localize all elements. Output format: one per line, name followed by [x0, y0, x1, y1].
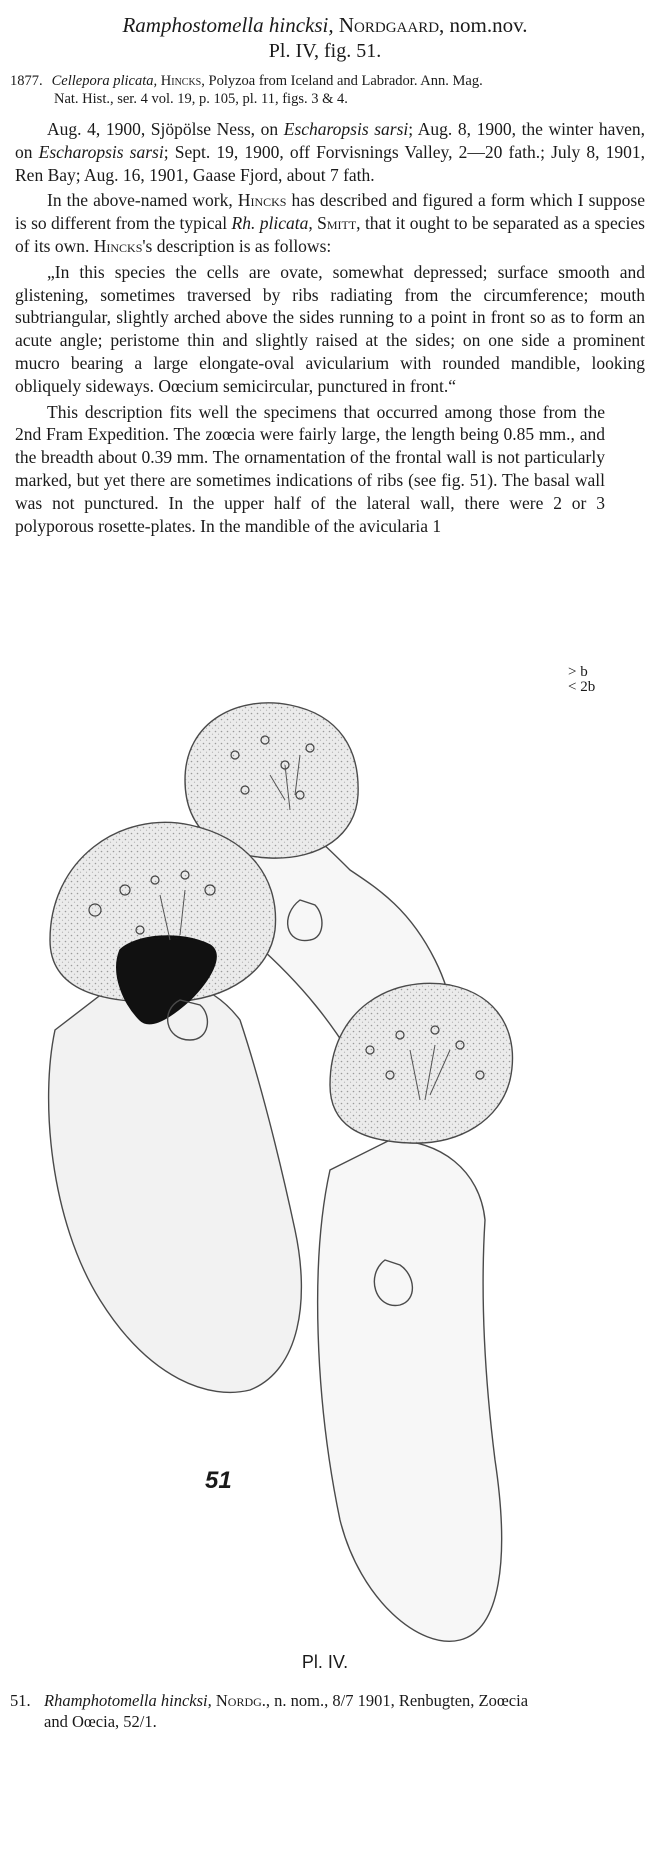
ratio-bottom: < 2b: [568, 679, 596, 695]
synonym-author: Hincks,: [160, 73, 205, 89]
plate-label: Pl. IV.: [301, 1652, 349, 1672]
caption-author: Nordg.,: [215, 1691, 271, 1710]
localities-paragraph: [15, 118, 645, 186]
p2-smitt: Smitt,: [312, 213, 361, 234]
caption-species: Rhamphotomella hincksi,: [44, 1691, 212, 1710]
caption-number: 51.: [10, 1691, 31, 1710]
species-status: nom.nov.: [449, 13, 528, 37]
species-name: Ramphostomella hincksi,: [122, 13, 334, 37]
p2-d: 's description is as follows:: [142, 235, 332, 256]
synonym-ref-line2: Nat. Hist., ser. 4 vol. 19, p. 105, pl. 11, figs. 3 & 4.: [54, 91, 348, 107]
synonym-name: Cellepora plicata,: [51, 73, 158, 89]
localities-species-a: Escharopsis sarsi: [283, 119, 409, 139]
p2-hincks2: Hincks: [93, 235, 143, 256]
figure-drawing: [40, 700, 600, 1660]
body-text: [15, 118, 645, 537]
localities-text-c: ; Sept. 19, 1900, off Forvisnings Valley, 2—20 fath.; July 8, 1901, Ren Bay; Aug. 16, 1901, Gaase Fjord, about 7 fath.: [15, 141, 646, 185]
synonymy: [10, 72, 640, 108]
caption-rest-line1: n. nom., 8/7 1901, Renbugten, Zoœcia: [270, 1691, 529, 1710]
figure-caption: [10, 1690, 640, 1732]
localities-text-a: Aug. 4, 1900, Sjöpölse Ness, on: [47, 119, 284, 139]
right-zooecium: [318, 1140, 502, 1641]
left-zooecium: [49, 976, 302, 1392]
hincks-paragraph: [15, 189, 645, 257]
ratio-top: > b: [568, 664, 588, 680]
localities-text-b: ; Aug. 8, 1900, the winter haven, on: [15, 119, 645, 162]
localities-species-b: Escharopsis sarsi: [38, 141, 164, 162]
p2-rh-plicata: Rh. plicata,: [231, 213, 313, 234]
p2-hincks: Hincks: [237, 190, 287, 211]
species-author: Nordgaard,: [338, 13, 445, 37]
caption-rest-line2: and Oœcia, 52/1.: [44, 1712, 157, 1731]
species-title: [0, 12, 650, 38]
observations-paragraph: This description fits well the specimens that occurred among those from the 2nd Fram Expedition. The zoœcia were fairly large, the length being 0.85 mm., and the breadth about 0.39 mm. The ornamentation of the frontal wall is not particularly marked, but yet there are sometimes indications of ribs (see fig. 51). The basal wall was not punctured. In the upper half of the lateral wall, there were 2 or 3 polyporous rosette-plates. In the mandible of the avicularia 1: [15, 401, 605, 536]
quoted-description: „In this species the cells are ovate, somewhat depressed; surface smooth and glistening, sometimes traversed by ribs radiating from the circumference; mouth subtriangular, slightly arched above the sides running to a point in front so as to form an acute angle; peristome thin and slightly raised at the sides; on one side a prominent mucro bearing a large elongate-oval avicularium with rounded mandible, looking obliquely sideways. Oœcium semicircular, punctured in front.“: [15, 261, 645, 396]
ratio-notation: [568, 665, 595, 695]
p2-c: that it ought to be separated as a species of its own.: [15, 213, 645, 256]
synonym-year: 1877.: [10, 73, 43, 89]
p2-a: In the above-named work,: [47, 190, 238, 211]
synonym-ref-line1: Polyzoa from Iceland and Labrador. Ann. Mag.: [208, 73, 483, 89]
plate-reference: Pl. IV, fig. 51.: [268, 40, 382, 62]
figure-number: 51: [205, 1467, 232, 1494]
p2-b: has described and figured a form which I suppose is so different from the typical: [15, 190, 645, 234]
